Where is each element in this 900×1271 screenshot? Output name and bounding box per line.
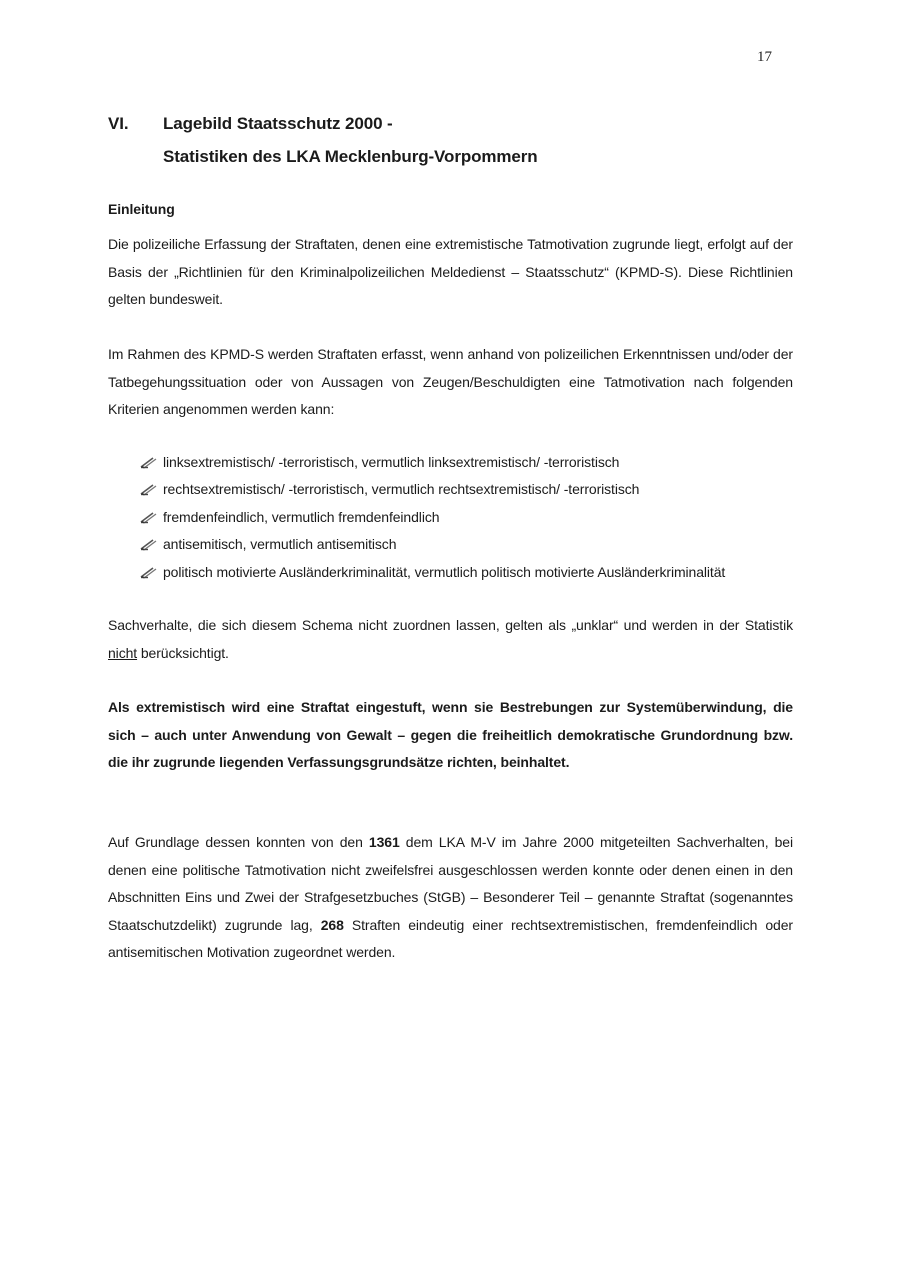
section-heading [108, 107, 793, 173]
list-item-label: antisemitisch, vermutlich antisemitisch [163, 536, 397, 553]
list-item-label: rechtsextremistisch/ -terroristisch, vermutlich rechtsextremistisch/ -terroristisch [163, 481, 640, 498]
list-item-label: fremdenfeindlich, vermutlich fremdenfeindlich [163, 508, 440, 525]
count-sachverhalte: 1361 [368, 834, 400, 850]
page-number: 17 [757, 49, 772, 65]
paragraph-unklar [108, 612, 793, 667]
pen-strokes-icon [140, 456, 160, 470]
section-numeral: VI. [108, 114, 129, 133]
list-item [108, 449, 793, 476]
pen-strokes-icon [140, 566, 160, 580]
paragraph-unklar-emphasis: nicht [108, 644, 138, 661]
pen-strokes-icon [140, 538, 160, 552]
heading-line2: Statistiken des LKA Mecklenburg-Vorpommern [163, 147, 538, 166]
list-item-label: linksextremistisch/ -terroristisch, vermutlich linksextremistisch/ -terroristisch [163, 454, 620, 470]
heading-line1: Lagebild Staatsschutz 2000 - [163, 114, 393, 133]
list-item [108, 531, 793, 558]
paragraph-statistik-mid: dem LKA M-V im Jahre 2000 mitgeteilten Sachverhalten, bei denen eine politische Tatmotivation nicht zweifelsfrei ausgeschlossen werden konnte oder denen einen in den Abschnitten Eins und Zwei der Strafgesetzbuches (StGB) – Besonderer Teil – genannte Straftat (sogenanntes Staatschutzdelikt) zugrunde lag, [108, 834, 793, 933]
list-item-label: politisch motivierte Ausländerkriminalität, vermutlich politisch motivierte Ausländerkriminalität [163, 563, 726, 580]
list-item [108, 504, 793, 531]
intro-heading: Einleitung [108, 201, 175, 217]
pen-strokes-icon [140, 483, 160, 497]
pen-strokes-icon [140, 511, 160, 525]
paragraph-unklar-pre: Sachverhalte, die sich diesem Schema nicht zuordnen lassen, gelten als „unklar“ und werden in der Statistik [108, 617, 793, 633]
paragraph-statistik-post: Straften eindeutig einer rechtsextremistischen, fremdenfeindlich oder antisemitischen Motivation zugeordnet werden. [108, 916, 793, 960]
list-item [108, 476, 793, 503]
count-straftaten: 268 [320, 916, 344, 933]
paragraph-unklar-post: berücksichtigt. [137, 644, 229, 661]
list-item [108, 559, 793, 586]
paragraph-kpmds: Im Rahmen des KPMD-S werden Straftaten erfasst, wenn anhand von polizeilichen Erkenntnissen und/oder der Tatbegehungssituation oder von Aussagen von Zeugen/Beschuldigten eine Tatmotivation nach folgenden Kriterien angenommen werden kann: [108, 346, 793, 417]
paragraph-definition-extremistisch: Als extremistisch wird eine Straftat eingestuft, wenn sie Bestrebungen zur Systemüberwindung, die sich – auch unter Anwendung von Gewalt – gegen die freiheitlich demokratische Grundordnung bzw. die ihr zugrunde liegenden Verfassungsgrundsätze richten, beinhaltet. [108, 699, 793, 770]
paragraph-erfassung: Die polizeiliche Erfassung der Straftaten, denen eine extremistische Tatmotivation zugrunde liegt, erfolgt auf der Basis der „Richtlinien für den Kriminalpolizeilichen Meldedienst – Staatsschutz“ (KPMD-S). Diese Richtlinien gelten bundesweit. [108, 236, 793, 307]
paragraph-statistik [108, 829, 793, 967]
paragraph-statistik-pre: Auf Grundlage dessen konnten von den [108, 834, 369, 850]
criteria-list [108, 449, 793, 586]
section-title [163, 107, 538, 173]
